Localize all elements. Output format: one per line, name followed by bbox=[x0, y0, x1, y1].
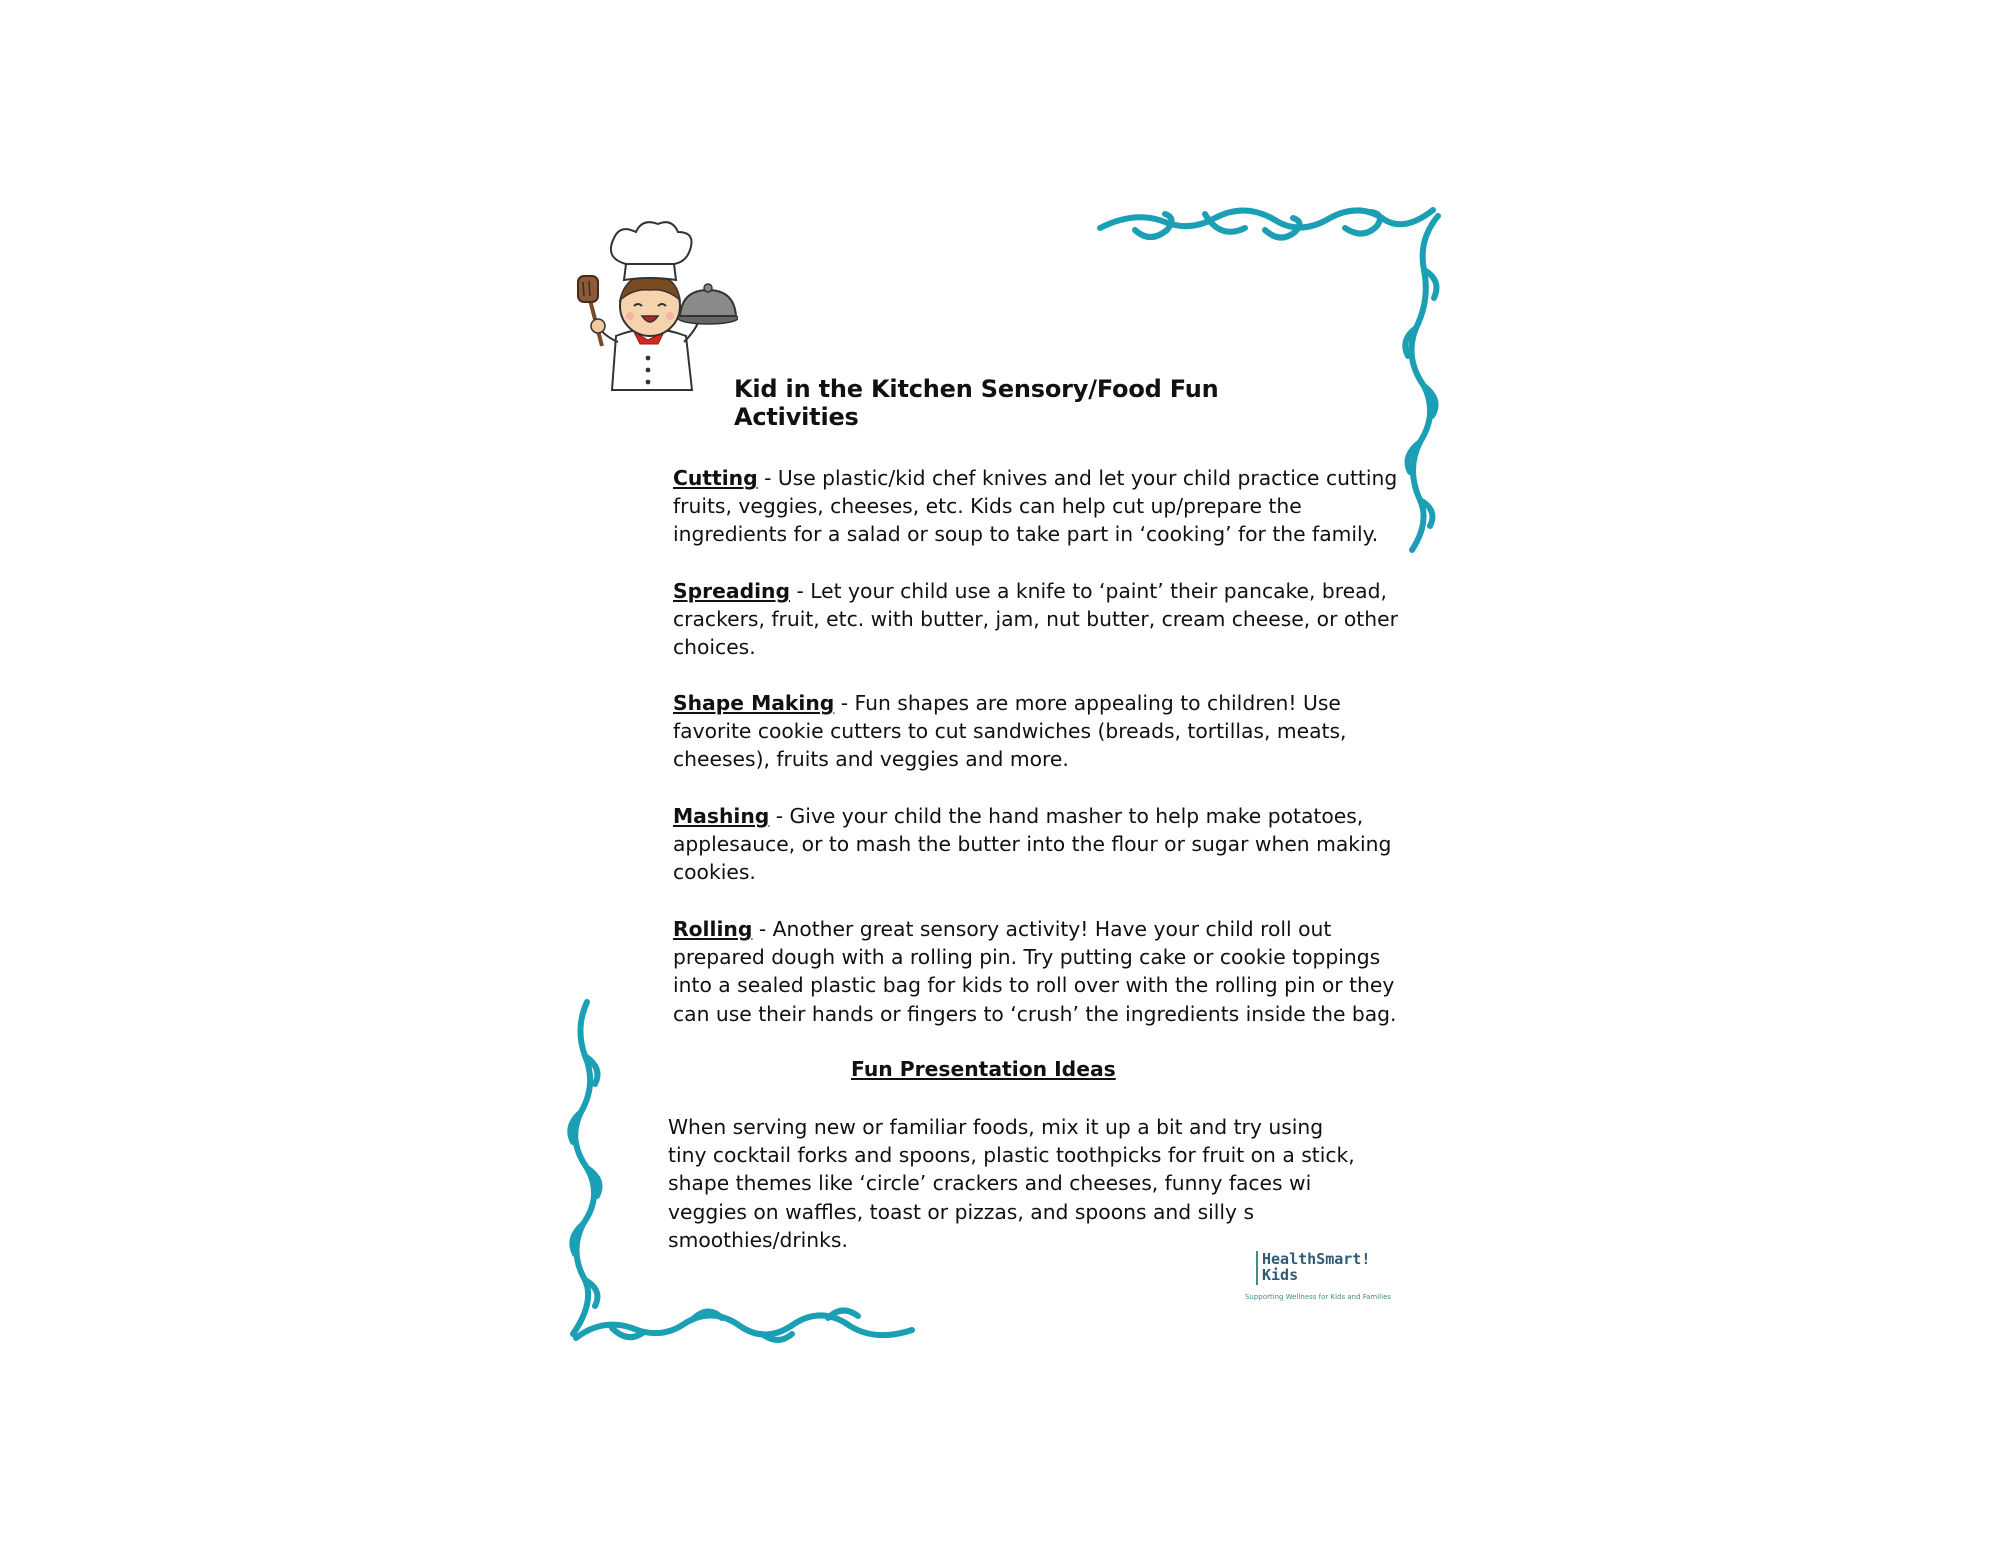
logo-divider bbox=[1256, 1251, 1258, 1285]
ornament-corner-top bbox=[1095, 200, 1440, 250]
logo-tagline: Supporting Wellness for Kids and Families bbox=[1244, 1293, 1392, 1301]
activity-text: - Give your child the hand masher to help make potatoes, applesauce, or to mash the butter into the flour or sugar when making cookies. bbox=[673, 804, 1392, 885]
activity-term: Shape Making bbox=[673, 691, 835, 715]
healthsmart-logo bbox=[1228, 1245, 1408, 1307]
activity-term: Rolling bbox=[673, 917, 753, 941]
activity-term: Spreading bbox=[673, 579, 790, 603]
chef-illustration bbox=[568, 218, 738, 393]
activity-mashing bbox=[673, 802, 1408, 887]
ornament-corner-left bbox=[563, 998, 611, 1338]
activity-shape-making bbox=[673, 689, 1408, 774]
activity-text: - Another great sensory activity! Have your child roll out prepared dough with a rolling pin. Try putting cake or cookie toppings into a sealed plastic bag for kids to roll over with the rolling pin or they can use their hands or fingers to ‘crush’ the ingredients inside the bag. bbox=[673, 917, 1397, 1026]
logo-line2: Kids bbox=[1262, 1266, 1299, 1284]
presentation-heading: Fun Presentation Ideas bbox=[851, 1057, 1116, 1081]
activity-text: - Use plastic/kid chef knives and let your child practice cutting fruits, veggies, cheeses, etc. Kids can help cut up/prepare the ingredients for a salad or soup to take part in ‘cooking’ for the family. bbox=[673, 466, 1398, 547]
activity-term: Mashing bbox=[673, 804, 770, 828]
logo-line1: HealthSmart! bbox=[1262, 1250, 1371, 1268]
presentation-text: When serving new or familiar foods, mix it up a bit and try using tiny cocktail forks and spoons, plastic toothpicks for fruit on a stick, shape themes like ‘circle’ crackers and cheeses, funny faces wi veggies on waffles, toast or pizzas, and spoons and silly s smoothies/drinks. bbox=[668, 1115, 1355, 1252]
activity-text: - Let your child use a knife to ‘paint’ their pancake, bread, crackers, fruit, etc. with butter, jam, nut butter, cream cheese, or other choices. bbox=[673, 579, 1398, 660]
document-title: Kid in the Kitchen Sensory/Food Fun Activities bbox=[734, 375, 1219, 431]
activity-spreading bbox=[673, 577, 1408, 662]
activity-text: - Fun shapes are more appealing to children! Use favorite cookie cutters to cut sandwiches (breads, tortillas, meats, cheeses), fruits and veggies and more. bbox=[673, 691, 1347, 772]
activity-cutting bbox=[673, 464, 1408, 549]
activity-rolling bbox=[673, 915, 1408, 1028]
ornament-corner-bottom bbox=[572, 1298, 917, 1348]
activity-term: Cutting bbox=[673, 466, 758, 490]
